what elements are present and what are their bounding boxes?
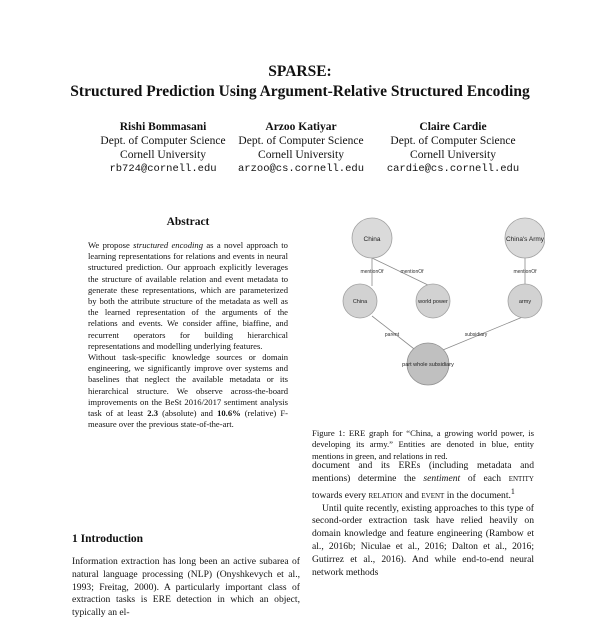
abstract-body [88,240,288,430]
edge-label: mentionOf [400,269,424,275]
edge-label: mentionOf [360,269,384,275]
section-body [72,556,300,620]
edge-label: subsidiary [464,332,488,338]
abstract-paragraph-2: Without task-specific knowledge sources or domain engineering, we significantly improve over systems and baselines that neglect the available metadata or its hierarchical structure. We observe across-the-board improvements on the BeSt 2016/2017 sentiment analysis task of at least 2.3 (absolute) and 10.6% (relative) F-measure over the previous state-of-the-art. [88,352,289,430]
author-email: arzoo@cs.cornell.edu [237,163,365,175]
author-dept: Dept. of Computer Science [100,135,226,147]
ere-graph [300,212,545,424]
footnote-marker[interactable]: 1 [510,486,515,496]
author-univ: Cornell University [258,149,344,161]
right-column-body [312,460,534,579]
small-caps-term: event [421,489,445,501]
author-univ: Cornell University [410,149,496,161]
bold-value: 2.3 [147,408,159,419]
bold-value: 10.6% [217,408,241,419]
body-paragraph-1: document and its EREs (including metadata and mentions) determine the sentiment of each entity towards every relation and event in the document.$^1$ [312,460,534,501]
edge-label: parent [384,332,400,338]
node-label: China [352,299,368,305]
author-email: rb724@cornell.edu [109,163,217,175]
section-paragraph: Information extraction has long been an active subarea of natural language processing (NLP) (Onyshkevych et al., 1993; Freitag, 2000). A particularly important class of extraction tasks is ERE detection in which an object, typically an el- [72,556,300,619]
emphasis: sentiment [423,472,461,484]
section-heading: 1 Introduction [72,533,144,545]
body-paragraph-2: Until quite recently, existing approaches to this type of second-order extraction task have relied heavily on domain knowledge and feature engineering (Rambow et al., 2016b; Niculae et al., 2016; Dalton et al., 2016; Gutirrez et al., 2016). And while end-to-end neural network methods [312,502,534,578]
author-name: Arzoo Katiyar [265,121,337,133]
author-block-2 [216,120,386,176]
abstract-paragraph-1: We propose structured encoding as a novel approach to learning representations for relations and events in neural structured prediction. Our approach explicitly leverages the structure of available relation and event metadata to generate these representations, which are parameterized by both the attribute structure of the metadata as well as the learned representation of the arguments of the relations and events. We consider affine, biaffine, and recurrent operators for building hierarchical representations and modelling underlying features. [88,240,288,351]
node-label: China [363,236,381,243]
abstract-heading: Abstract [166,216,210,228]
node-label: world power [418,299,448,305]
node-label: China's Army [505,236,545,243]
author-email: cardie@cs.cornell.edu [386,163,520,175]
title-line-2: Structured Prediction Using Argument-Relative Structured Encoding [70,83,530,100]
author-dept: Dept. of Computer Science [390,135,516,147]
author-name: Rishi Bommasani [119,121,207,133]
ere-graph-figure [300,212,545,429]
edge-label: mentionOf [513,269,537,275]
emphasis: structured encoding [133,240,203,250]
author-univ: Cornell University [120,149,206,161]
author-block-3 [368,120,538,176]
author-dept: Dept. of Computer Science [238,135,364,147]
figure-caption: Figure 1: ERE graph for “China, a growing world power, is developing its army.” Entities are denoted in blue, entity mentions in green, and relations in red. [312,428,534,461]
author-name: Claire Cardie [419,121,487,133]
paper-title [0,62,600,102]
node-label: army [518,299,532,305]
small-caps-term: entity [508,472,534,484]
node-label: part whole subsidiary [402,362,454,368]
small-caps-term: relation [368,489,403,501]
title-line-1: SPARSE: [268,63,332,80]
